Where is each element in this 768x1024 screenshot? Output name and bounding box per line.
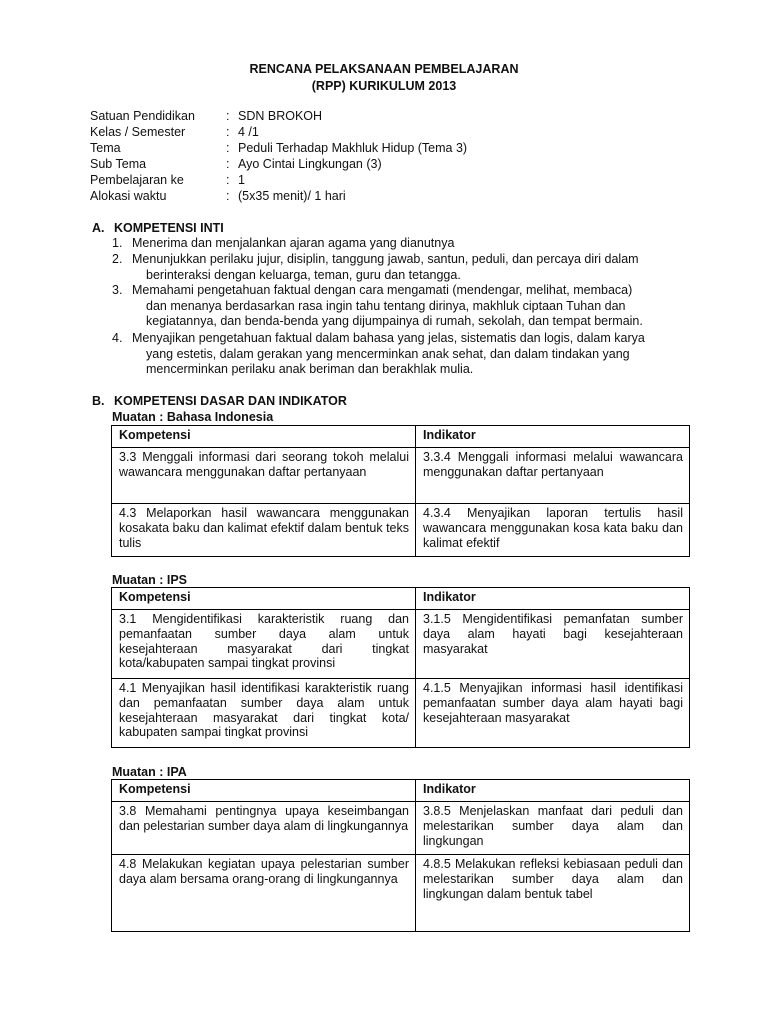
item-line: yang estetis, dalam gerakan yang mencerminkan anak sehat, dan dalam tindakan yang (146, 346, 630, 361)
item-number: 3. (112, 283, 123, 297)
item-line: Menunjukkan perilaku jujur, disiplin, tanggung jawab, santun, peduli, dan percaya diri dalam (132, 252, 639, 266)
kompetensi-inti-item (112, 236, 708, 252)
header-kompetensi: Kompetensi (112, 426, 416, 448)
item-number: 4. (112, 331, 123, 345)
document-title-line1: RENCANA PELAKSANAAN PEMBELAJARAN (249, 62, 519, 76)
kompetensi-cell: 4.8 Melakukan kegiatan upaya pelestarian sumber daya alam bersama orang-orang di lingkungannya (112, 855, 416, 932)
kompetensi-inti-item (112, 331, 708, 378)
kd-table-ips (111, 587, 690, 748)
table-header-row (112, 780, 690, 802)
muatan-label: Muatan : IPA (112, 765, 187, 779)
identity-separator: : (226, 189, 230, 203)
item-number: 2. (112, 252, 123, 266)
indikator-cell: 3.3.4 Menggali informasi melalui wawancara menggunakan daftar pertanyaan (416, 448, 690, 504)
section-b-heading (92, 394, 347, 408)
header-indikator: Indikator (416, 426, 690, 448)
identity-value: (5x35 menit)/ 1 hari (238, 189, 346, 203)
kompetensi-cell: 4.1 Menyajikan hasil identifikasi karakteristik ruang dan pemanfaatan sumber daya alam untuk kesejahteraan masyarakat dari tingkat kota/ kabupaten sampai tingkat provinsi (112, 679, 416, 748)
table-row (112, 610, 690, 679)
item-line: kegiatannya, dan benda-benda yang dijumpainya di rumah, sekolah, dan tempat bermain. (146, 314, 643, 329)
section-title: KOMPETENSI DASAR DAN INDIKATOR (114, 394, 347, 408)
item-line: berinteraksi dengan keluarga, teman, guru dan tetangga. (146, 267, 461, 282)
item-line: Menyajikan pengetahuan faktual dalam bahasa yang jelas, sistematis dan logis, dalam karya (132, 331, 645, 345)
identity-separator: : (226, 173, 230, 187)
identity-separator: : (226, 109, 230, 123)
identity-label: Pembelajaran ke (90, 173, 184, 187)
identity-value: Ayo Cintai Lingkungan (3) (238, 157, 382, 171)
kompetensi-cell: 4.3 Melaporkan hasil wawancara menggunakan kosakata baku dan kalimat efektif dalam bentuk teks tulis (112, 504, 416, 557)
identity-label: Kelas / Semester (90, 125, 186, 139)
identity-value: Peduli Terhadap Makhluk Hidup (Tema 3) (238, 141, 468, 155)
identity-label: Satuan Pendidikan (90, 109, 195, 123)
identity-separator: : (226, 141, 230, 155)
section-letter: A. (92, 221, 105, 235)
indikator-cell: 4.1.5 Menyajikan informasi hasil identifikasi pemanfaatan sumber daya alam hayati bagi kesejahteraan masyarakat (416, 679, 690, 748)
item-line: mencerminkan perilaku anak beriman dan berakhlak mulia. (146, 362, 474, 377)
kompetensi-cell: 3.1 Mengidentifikasi karakteristik ruang dan pemanfaatan sumber daya alam untuk kesejahteraan masyarakat dari tingkat kota/kabupaten sampai tingkat provinsi (112, 610, 416, 679)
section-letter: B. (92, 394, 105, 408)
identity-value: 1 (238, 173, 245, 187)
item-number: 1. (112, 236, 123, 250)
identity-separator: : (226, 157, 230, 171)
muatan-label: Muatan : Bahasa Indonesia (112, 410, 274, 424)
section-a-heading (92, 221, 224, 235)
identity-separator: : (226, 125, 230, 139)
table-row (112, 504, 690, 557)
kompetensi-cell: 3.3 Menggali informasi dari seorang tokoh melalui wawancara menggunakan daftar pertanyaan (112, 448, 416, 504)
header-indikator: Indikator (416, 588, 690, 610)
kompetensi-inti-item (112, 252, 708, 283)
indikator-cell: 4.8.5 Melakukan refleksi kebiasaan peduli dan melestarikan sumber daya alam dan lingkungan dalam bentuk tabel (416, 855, 690, 932)
kompetensi-cell: 3.8 Memahami pentingnya upaya keseimbangan dan pelestarian sumber daya alam di lingkungannya (112, 802, 416, 855)
item-line: dan menanya berdasarkan rasa ingin tahu tentang dirinya, makhluk ciptaan Tuhan dan (146, 298, 626, 313)
table-row (112, 855, 690, 932)
identity-value: SDN BROKOH (238, 109, 323, 123)
kd-table-ipa (111, 779, 690, 932)
table-row (112, 679, 690, 748)
table-row (112, 802, 690, 855)
header-kompetensi: Kompetensi (112, 780, 416, 802)
muatan-label: Muatan : IPS (112, 573, 188, 587)
kompetensi-inti-item (112, 283, 708, 330)
kd-table-bahasa-indonesia (111, 425, 690, 557)
section-title: KOMPETENSI INTI (114, 221, 224, 235)
item-line: Memahami pengetahuan faktual dengan cara mengamati (mendengar, melihat, membaca) (132, 283, 633, 297)
indikator-cell: 3.1.5 Mengidentifikasi pemanfatan sumber daya alam hayati bagi kesejahteraan masyarakat (416, 610, 690, 679)
document-title-line2: (RPP) KURIKULUM 2013 (311, 79, 457, 93)
indikator-cell: 3.8.5 Menjelaskan manfaat dari peduli dan melestarikan sumber daya alam dan lingkungan (416, 802, 690, 855)
identity-label: Sub Tema (90, 157, 147, 171)
header-indikator: Indikator (416, 780, 690, 802)
identity-label: Tema (90, 141, 121, 155)
table-header-row (112, 426, 690, 448)
identity-value: 4 /1 (238, 125, 259, 139)
table-header-row (112, 588, 690, 610)
indikator-cell: 4.3.4 Menyajikan laporan tertulis hasil wawancara menggunakan kosa kata baku dan kalimat efektif (416, 504, 690, 557)
table-row (112, 448, 690, 504)
header-kompetensi: Kompetensi (112, 588, 416, 610)
item-line: Menerima dan menjalankan ajaran agama yang dianutnya (132, 236, 455, 250)
identity-label: Alokasi waktu (90, 189, 167, 203)
